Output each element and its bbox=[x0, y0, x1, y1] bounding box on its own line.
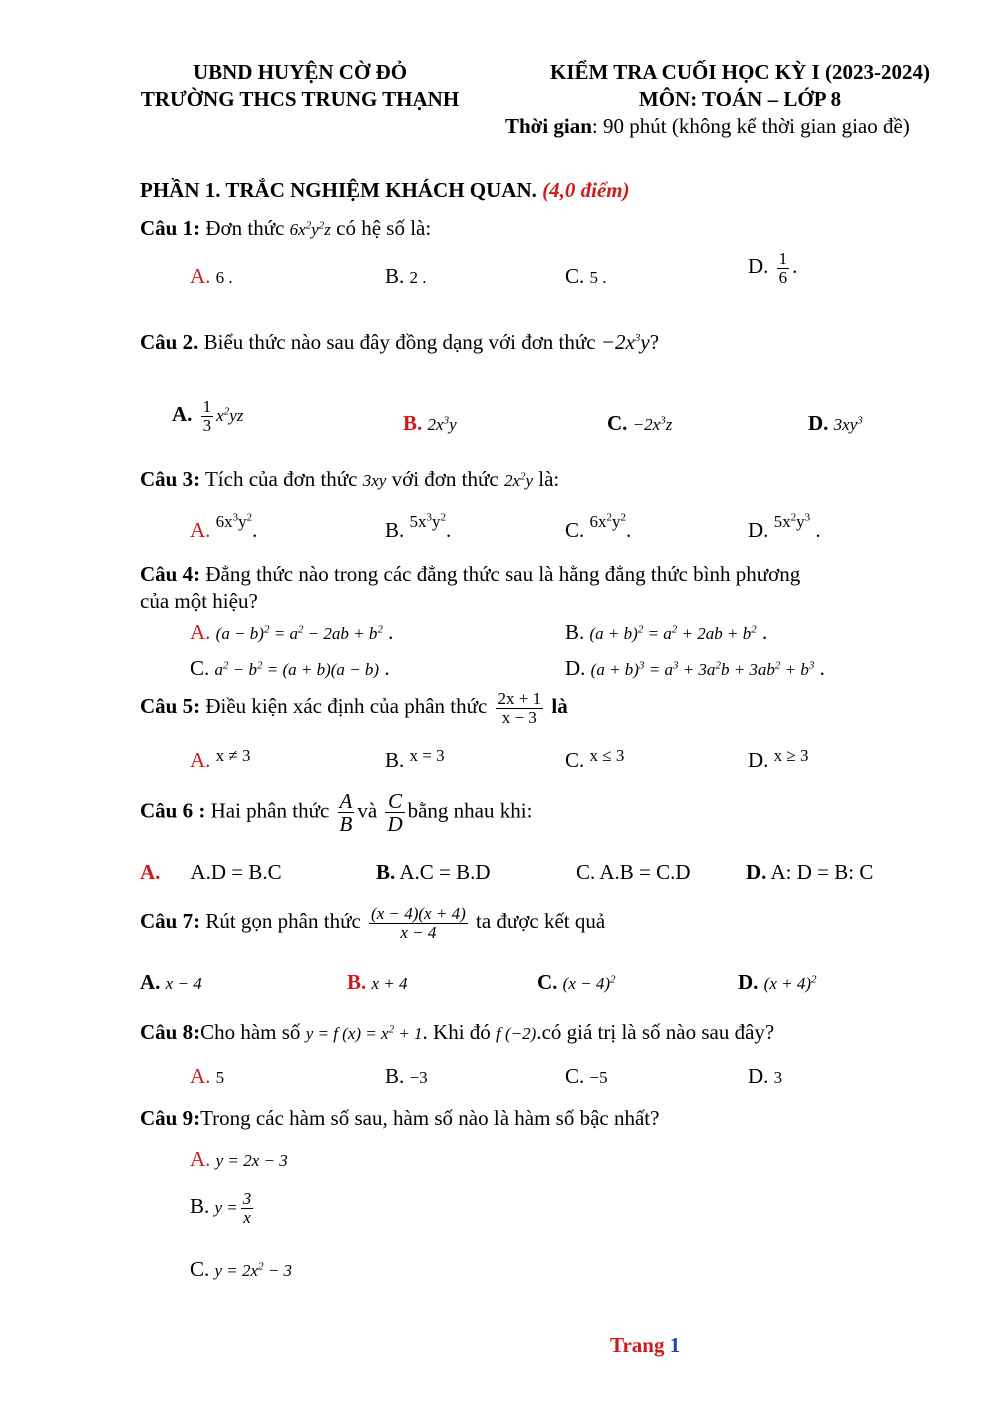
q7-option-c[interactable]: C. $(x - 4)^2$ bbox=[537, 970, 616, 994]
question-1: Câu 1: Đơn thức $6x^2y^2z$ có hệ số là: bbox=[140, 216, 432, 240]
q2-option-b[interactable]: B. $2x^3y$ bbox=[403, 411, 457, 435]
page-number: Trang 1 bbox=[610, 1333, 681, 1357]
q2-option-d[interactable]: D. $3xy^3$ bbox=[808, 411, 863, 435]
exam-subject: MÔN: TOÁN – LỚP 8 bbox=[638, 87, 842, 111]
q1-option-b[interactable]: B. 2 . bbox=[385, 264, 427, 288]
q6-option-b[interactable]: B. A.C = B.D bbox=[376, 860, 491, 884]
question-4: Câu 4: Đẳng thức nào trong các đẳng thức sau là hằng đẳng thức bình phương bbox=[140, 562, 801, 586]
q6-option-d[interactable]: D. A: D = B: C bbox=[746, 860, 874, 884]
q8-option-a[interactable]: A. 5 bbox=[190, 1064, 225, 1088]
q3-option-a[interactable]: A. $^{6x^3y^2}$. bbox=[190, 511, 258, 542]
q7-option-d[interactable]: D. $(x + 4)^2$ bbox=[738, 970, 817, 994]
q4-option-b[interactable]: B. $(a + b)^2 = a^2 + 2ab + b^2$ . bbox=[565, 620, 768, 644]
q6-option-a[interactable]: A. A.D = B.C bbox=[140, 860, 282, 884]
exam-title: KIỂM TRA CUỐI HỌC KỲ I (2023-2024) bbox=[550, 60, 930, 84]
q8-option-d[interactable]: D. 3 bbox=[748, 1064, 783, 1088]
question-7: Câu 7: Rút gọn phân thức $\frac{(x - 4)(x + 4)}{x - 4}$ ta được kết quả bbox=[140, 904, 606, 942]
question-2: Câu 2. Biểu thức nào sau đây đồng dạng với đơn thức $-2x^3y$? bbox=[140, 330, 660, 354]
q9-option-a[interactable]: A. y = 2x − 3 bbox=[190, 1147, 288, 1171]
q6-option-c[interactable]: C. A.B = C.D bbox=[576, 860, 691, 884]
question-5: Câu 5: Điều kiện xác định của phân thức $\frac{2x + 1}{x - 3}$ là bbox=[140, 689, 568, 727]
q4-option-c[interactable]: C. $a^2 - b^2 = (a + b)(a - b)$ . bbox=[190, 656, 390, 680]
question-9: Câu 9:Trong các hàm số sau, hàm số nào là hàm số bậc nhất? bbox=[140, 1106, 660, 1130]
question-6: Câu 6 : Hai phân thức $\frac{A}{B}$ và $\frac{C}{D}$ bằng nhau khi: bbox=[140, 789, 533, 837]
school-district: UBND HUYỆN CỜ ĐỎ bbox=[192, 60, 408, 84]
school-name: TRƯỜNG THCS TRUNG THẠNH bbox=[140, 87, 460, 111]
q2-option-c[interactable]: C. $-2x^3z$ bbox=[607, 411, 673, 435]
question-8: Câu 8:Cho hàm số y = f $(x) = x^2 + 1$. Khi đó f (−2).có giá trị là số nào sau đây? bbox=[140, 1020, 775, 1044]
question-4-line2: của một hiệu? bbox=[140, 589, 258, 613]
q7-option-b[interactable]: B. x + 4 bbox=[347, 970, 408, 994]
q4-option-d[interactable]: D. $(a + b)^3 = a^3 + 3a^2b + 3ab^2 + b^3$ . bbox=[565, 656, 825, 680]
exam-time: Thời gian: 90 phút (không kể thời gian giao đề) bbox=[505, 114, 910, 138]
question-3: Câu 3: Tích của đơn thức 3xy với đơn thức $2x^2y$ là: bbox=[140, 467, 560, 491]
q9-option-b[interactable]: B. y = $\frac{3}{x}$ bbox=[190, 1189, 252, 1227]
q5-option-a[interactable]: A. $^{x \ne 3}$ bbox=[190, 746, 251, 772]
part-title: PHẦN 1. TRẮC NGHIỆM KHÁCH QUAN. (4,0 điểm) bbox=[140, 178, 630, 202]
q1-option-c[interactable]: C. 5 . bbox=[565, 264, 607, 288]
q2-option-a[interactable]: A. $\frac{1}{3}$ $x^2yz$ bbox=[172, 397, 244, 435]
q8-option-b[interactable]: B. −3 bbox=[385, 1064, 428, 1088]
q3-option-c[interactable]: C. $^{6x^2y^2}$. bbox=[565, 511, 632, 542]
q9-option-c[interactable]: C. $y = 2x^2 - 3$ bbox=[190, 1257, 293, 1281]
q1-option-d[interactable]: D. $\frac{1}{6}$ . bbox=[748, 249, 798, 287]
q5-option-b[interactable]: B. $^{x = 3}$ bbox=[385, 746, 445, 772]
q5-option-c[interactable]: C. $^{x \le 3}$ bbox=[565, 746, 625, 772]
q3-option-d[interactable]: D. $^{5x^2y^3}$ . bbox=[748, 511, 821, 542]
q1-monomial: $6x^2y^2z$ bbox=[289, 219, 331, 239]
q1-option-a[interactable]: A. 6 . bbox=[190, 264, 233, 288]
q7-option-a[interactable]: A. x − 4 bbox=[140, 970, 202, 994]
q5-option-d[interactable]: D. $^{x \ge 3}$ bbox=[748, 746, 809, 772]
q4-option-a[interactable]: A. $(a - b)^2 = a^2 - 2ab + b^2$ . bbox=[190, 620, 394, 644]
q3-option-b[interactable]: B. $^{5x^3y^2}$. bbox=[385, 511, 452, 542]
q8-option-c[interactable]: C. −5 bbox=[565, 1064, 608, 1088]
